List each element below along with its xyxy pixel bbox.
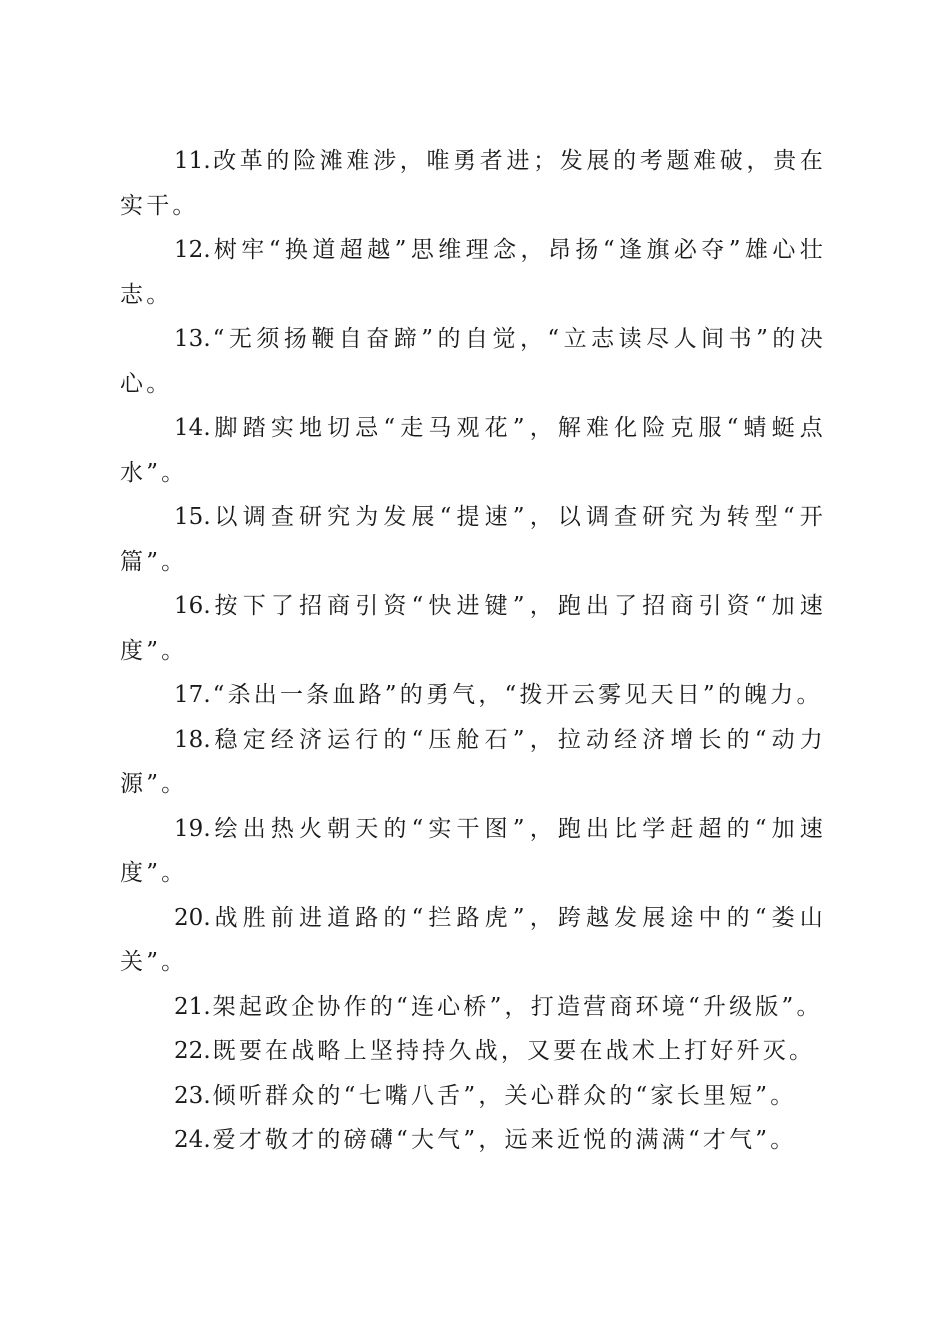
list-item: [120, 139, 826, 228]
item-number: 16.: [174, 593, 211, 619]
list-item: [120, 1074, 826, 1119]
numbered-list: [120, 139, 826, 1163]
item-text: 改革的险滩难涉，唯勇者进；发展的考题难破，贵在实干。: [120, 148, 826, 219]
item-text: 树牢“换道超越”思维理念，昂扬“逢旗必夺”雄心壮志。: [120, 237, 826, 308]
item-number: 18.: [174, 726, 211, 753]
item-text: 稳定经济运行的“压舱石”，拉动经济增长的“动力源”。: [120, 726, 826, 797]
item-number: 11.: [174, 148, 211, 174]
item-text: 爱才敬才的磅礴“大气”，远来近悦的满满“才气”。: [212, 1127, 797, 1153]
item-number: 19.: [174, 815, 211, 842]
list-item: [120, 896, 826, 985]
item-text: 倾听群众的“七嘴八舌”，关心群众的“家长里短”。: [212, 1082, 797, 1109]
item-text: 战胜前进道路的“拦路虎”，跨越发展途中的“娄山关”。: [120, 904, 826, 975]
list-item: [120, 495, 826, 584]
item-number: 15.: [174, 504, 211, 530]
list-item: [120, 228, 826, 317]
list-item: [120, 584, 826, 673]
item-text: 以调查研究为发展“提速”，以调查研究为转型“开篇”。: [120, 504, 826, 575]
item-number: 23.: [174, 1082, 211, 1109]
item-number: 14.: [174, 415, 211, 441]
item-number: 22.: [174, 1038, 211, 1064]
item-text: 既要在战略上坚持持久战，又要在战术上打好歼灭。: [212, 1038, 816, 1064]
item-text: 脚踏实地切忌“走马观花”，解难化险克服“蜻蜓点水”。: [120, 415, 826, 486]
list-item: [120, 807, 826, 896]
item-number: 20.: [174, 904, 211, 931]
item-text: “杀出一条血路”的勇气，“拨开云雾见天日”的魄力。: [212, 682, 823, 708]
item-number: 17.: [174, 682, 211, 708]
item-number: 12.: [174, 237, 211, 263]
list-item: [120, 673, 826, 718]
item-number: 24.: [174, 1127, 211, 1153]
item-text: 绘出热火朝天的“实干图”，跑出比学赶超的“加速度”。: [120, 815, 826, 886]
item-text: 架起政企协作的“连心桥”，打造营商环境“升级版”。: [212, 993, 823, 1020]
list-item: [120, 1118, 826, 1163]
list-item: [120, 406, 826, 495]
list-item: [120, 1029, 826, 1074]
item-number: 13.: [174, 326, 211, 352]
item-text: 按下了招商引资“快进键”，跑出了招商引资“加速度”。: [120, 593, 826, 664]
item-number: 21.: [174, 993, 211, 1020]
list-item: [120, 317, 826, 406]
list-item: [120, 718, 826, 807]
list-item: [120, 985, 826, 1030]
item-text: “无须扬鞭自奋蹄”的自觉，“立志读尽人间书”的决心。: [120, 326, 826, 397]
